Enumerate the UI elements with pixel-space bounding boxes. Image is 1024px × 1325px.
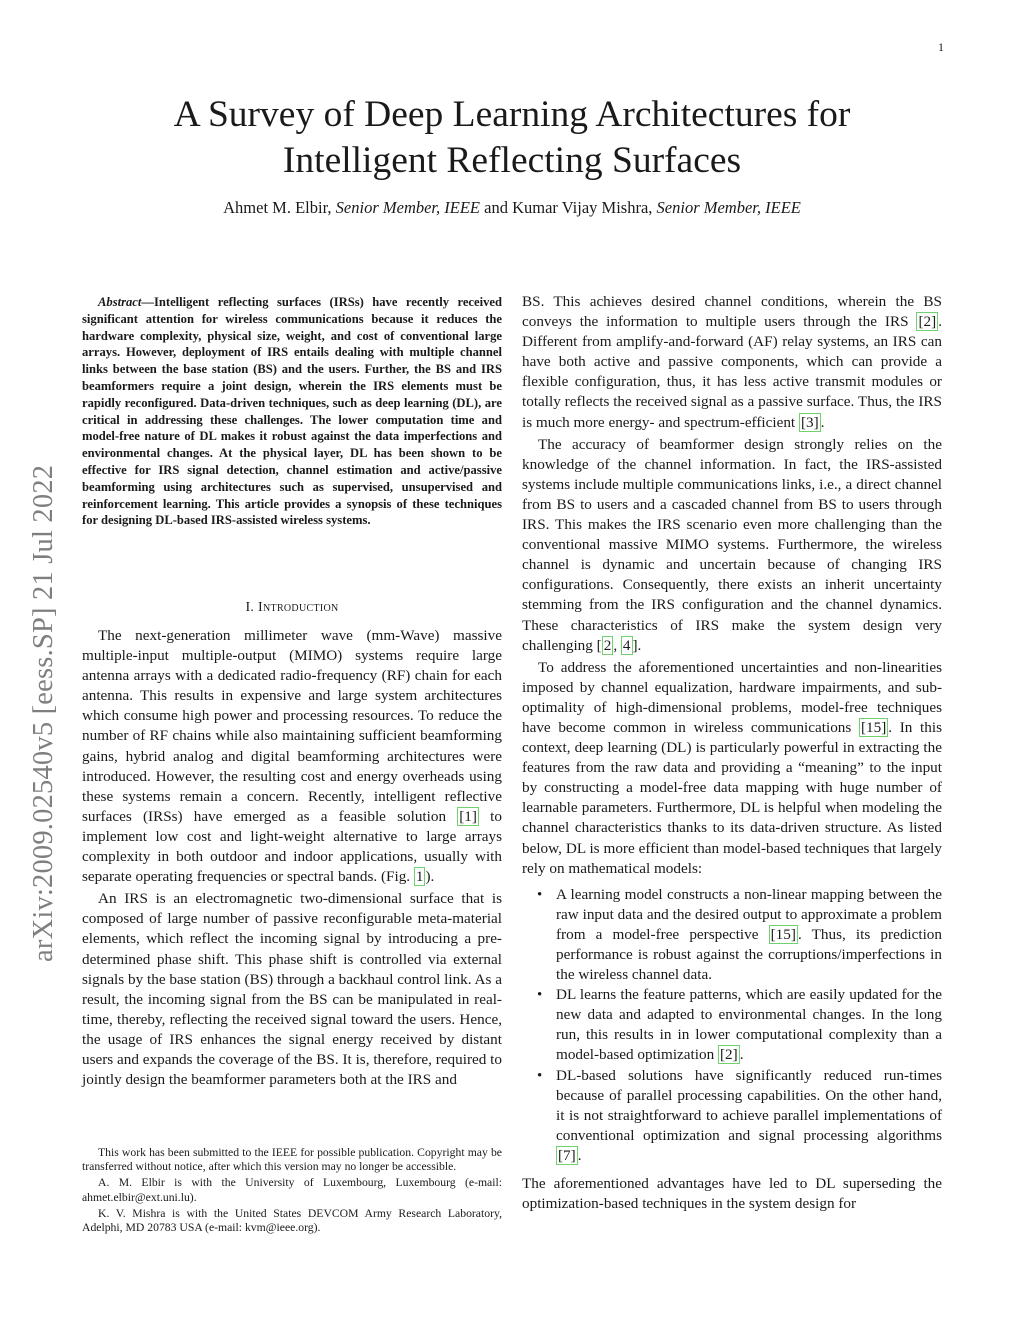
introduction-body [82, 626, 502, 1090]
title-line-1: A Survey of Deep Learning Architectures for [173, 94, 851, 135]
arxiv-identifier: arXiv:2009.02540v5 [eess.SP] 21 Jul 2022 [28, 464, 59, 962]
text-run: . Thus, its prediction performance is robust against the corruptions/imperfections in the wireless channel data. [556, 925, 942, 984]
citation-link[interactable]: 2 [603, 636, 612, 654]
list-item [556, 885, 942, 985]
text-run: to implement low cost and light-weight alternative to large arrays complexity in both outdoor and indoor applications, usually with separate operating frequencies or spectral bands. (Fig. [82, 807, 502, 886]
citation-link[interactable]: [7] [558, 1146, 576, 1164]
author-2-role: Senior Member, IEEE [656, 198, 801, 217]
text-run: . Different from amplify-and-forward (AF) relay systems, an IRS can have both active and passive components, which can provide a flexible configuration, thus, it has less active transmit modules or totally reflects the received signal as a passive surface. Thus, the IRS is much more energy- and spectrum-efficient [522, 313, 942, 431]
abstract [82, 294, 502, 529]
figure-link[interactable]: 1 [415, 868, 424, 886]
text-run: , [613, 636, 621, 654]
intro-paragraph-1 [82, 626, 502, 887]
list-item [556, 985, 942, 1065]
right-column [522, 292, 942, 1214]
advantages-list [522, 885, 942, 1166]
text-run: . [739, 1046, 744, 1064]
author-1-role: Senior Member, IEEE [335, 198, 481, 217]
text-run: DL learns the feature patterns, which are easily updated for the new data and adapted to environmental changes. In the long run, this results in in lower computational complexity than a model-based optimization [556, 986, 942, 1064]
citation-link[interactable]: [2] [719, 1046, 738, 1064]
abstract-text: —Intelligent reflecting surfaces (IRSs) have recently received significant attention for wireless communications because it reduces the hardware complexity, physical size, weight, and cost of conventional large arrays. However, deployment of IRS entails dealing with multiple channel links between the base station (BS) and the users. Further, the BS and IRS beamformers require a joint design, wherein the IRS elements must be rapidly reconfigured. Data-driven techniques, such as deep learning (DL), are critical in addressing these challenges. The lower computation time and model-free nature of DL makes it robust against the data imperfections and environmental changes. At the physical layer, DL has been shown to be effective for IRS signal detection, channel estimation and active/passive beamforming using architectures such as supervised, unsupervised and reinforcement learning. This article provides a synopsis of these techniques for designing DL-based IRS-assisted wireless systems. [82, 295, 502, 528]
section-number: I. [245, 600, 255, 615]
text-run: . [577, 1146, 582, 1164]
right-paragraph-1 [522, 292, 942, 433]
citation-link[interactable]: [15] [860, 718, 887, 736]
author-line [0, 198, 1024, 218]
right-paragraph-final: The aforementioned advantages have led to DL superseding the optimization-based techniques in the system design for [522, 1175, 942, 1213]
footnotes [82, 1146, 502, 1237]
right-paragraph-3 [522, 658, 942, 879]
intro-paragraph-2: An IRS is an electromagnetic two-dimensional surface that is composed of large number of passive reconfigurable meta-material elements, which reflect the incoming signal by introducing a pre-determined phase shift. This phase shift is controlled via external signals by the base station (BS) through a backhaul control link. As a result, the incoming signal from the BS can be manipulated in real-time, thereby, reflecting the received signal toward the users. Hence, the usage of IRS enhances the signal energy received by distant users and expands the coverage of the BS. It is, therefore, required to jointly design the beamformer parameters both at the IRS and [82, 890, 502, 1089]
citation-link[interactable]: [3] [800, 413, 819, 431]
text-run: The next-generation millimeter wave (mm-Wave) massive multiple-input multiple-output (MIMO) systems require large antenna arrays with a dedicated radio-frequency (RF) chain for each antenna. This results in expensive and large system architectures which consume high power and processing resources. To reduce the number of RF chains while also maintaining sufficient beamforming gains, hybrid analog and digital beamforming architectures were introduced. However, the resulting cost and energy overheads using these systems remain a concern. Recently, intelligent reflective surfaces (IRSs) have emerged as a feasible solution [82, 627, 502, 825]
citation-link[interactable]: [2] [918, 313, 937, 331]
text-run: . In this context, deep learning (DL) is particularly powerful in extracting the features from the raw data and providing a “meaning” to the input by constructing a model-free data mapping with huge number of learnable parameters. Furthermore, DL is helpful when modeling the channel characteristics thanks to its data-driven structure. As listed below, DL is more efficient than model-based techniques that largely rely on mathematical models: [522, 718, 942, 877]
footnote-author-1: A. M. Elbir is with the University of Luxembourg, Luxembourg (e-mail: ahmet.elbir@ext.uni.lu). [82, 1176, 502, 1204]
text-run: BS. This achieves desired channel conditions, wherein the BS conveys the information to multiple users through the IRS [522, 293, 942, 331]
text-run: DL-based solutions have significantly reduced run-times because of parallel processing capabilities. On the other hand, it is not straightforward to achieve parallel implementations of conventional optimization and signal processing algorithms [556, 1066, 942, 1144]
text-run: ). [425, 868, 435, 886]
title-line-2: Intelligent Reflecting Surfaces [282, 140, 742, 181]
author-2: Kumar Vijay Mishra, [512, 198, 653, 217]
abstract-lead: Abstract [98, 295, 142, 309]
text-run: The accuracy of beamformer design strongly relies on the knowledge of the channel information. In fact, the IRS-assisted systems include multiple communications links, i.e., a direct channel from BS to users and a cascaded channel from BS to users through IRS. This makes the IRS scenario even more challenging than the conventional massive MIMO systems. Furthermore, the wireless channel is dynamic and uncertain because of changing IRS configurations. Consequently, there exists an inherit uncertainty stemming from the IRS configuration and the channel dynamics. These characteristics of IRS make the system design very challenging [ [522, 435, 942, 654]
text-run: ]. [632, 636, 642, 654]
text-run: A learning model constructs a non-linear mapping between the raw input data and the desired output to approximate a problem from a model-free perspective [556, 885, 942, 943]
page-number: 1 [938, 40, 944, 54]
citation-link[interactable]: 4 [622, 636, 631, 654]
author-conjunction: and [484, 198, 508, 217]
section-title: Introduction [258, 600, 339, 615]
citation-link[interactable]: [1] [459, 807, 477, 825]
citation-link[interactable]: [15] [770, 925, 796, 943]
section-heading-introduction [82, 600, 502, 616]
paper-title [0, 92, 1024, 184]
author-1: Ahmet M. Elbir, [223, 198, 332, 217]
list-item [556, 1066, 942, 1166]
right-paragraph-2 [522, 435, 942, 656]
footnote-author-2: K. V. Mishra is with the United States DEVCOM Army Research Laboratory, Adelphi, MD 20783 USA (e-mail: kvm@ieee.org). [82, 1206, 502, 1235]
footnote-submission: This work has been submitted to the IEEE for possible publication. Copyright may be transferred without notice, after which this version may no longer be accessible. [82, 1146, 502, 1174]
text-run: . [820, 413, 825, 431]
text-run: To address the aforementioned uncertainties and non-linearities imposed by channel equalization, hardware impairments, and sub-optimality of high-dimensional problems, model-free techniques have become common in wireless communications [522, 658, 942, 736]
